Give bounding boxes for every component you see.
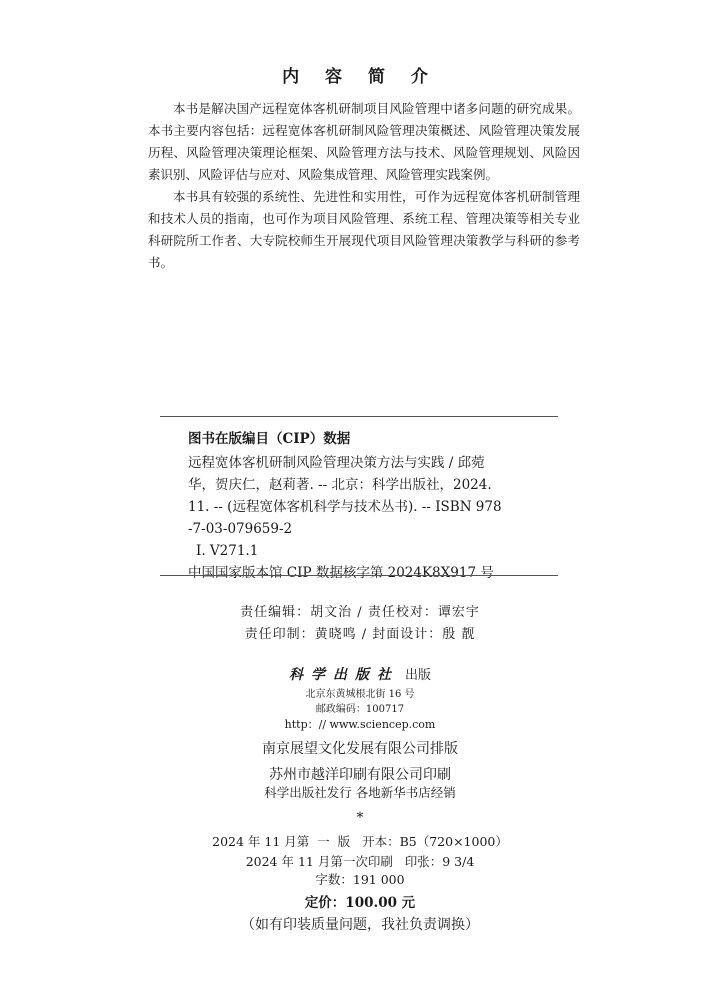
typesetter: 南京展望文化发展有限公司排版 (262, 741, 458, 757)
publisher-logo: 科学出版社 (288, 667, 399, 683)
intro-text (148, 98, 580, 274)
publisher-line (0, 664, 720, 684)
divider (160, 575, 558, 576)
edition-line: 2024 年 11 月第一次印刷 印张：9 3/4 (245, 854, 475, 869)
printer: 苏州市越洋印刷有限公司印刷 (269, 767, 451, 783)
cip-heading: 图书在版编目（CIP）数据 (188, 431, 351, 447)
separator-star: * (356, 810, 364, 826)
cip-line: 远程宽体客机研制风险管理决策方法与实践 / 邱菀 (188, 455, 485, 471)
cip-line: -7-03-079659-2 (188, 521, 293, 537)
intro-paragraph: 本书具有较强的系统性、先进性和实用性，可作为远程宽体客机研制管理和技术人员的指南，也可作为项目风险管理、系统工程、管理决策等相关专业科研院所工作者、大专院校师生开展现代项目风险管理决策教学与科研的参考书。 (148, 189, 580, 270)
cip-line: 中国国家版本馆 CIP 数据核字第 2024K8X917 号 (188, 565, 494, 581)
intro-paragraph: 本书是解决国产远程宽体客机研制项目风险管理中诸多问题的研究成果。本书主要内容包括：远程宽体客机研制风险管理决策概述、风险管理决策发展历程、风险管理决策理论框架、风险管理方法与技术、风险管理规划、风险因素识别、风险评估与应对、风险集成管理、风险管理实践案例。 (148, 101, 580, 182)
cip-line: 11. -- (远程宽体客机科学与技术丛书). -- ISBN 978 (188, 499, 502, 515)
publisher-address: 北京东黄城根北街 16 号 (305, 689, 415, 700)
cip-block (188, 428, 548, 584)
edition-line: 2024 年 11 月第 一 版 开本：B5（720×1000） (212, 834, 508, 849)
publisher-suffix: 出版 (404, 668, 431, 683)
publisher-postcode: 邮政编码：100717 (315, 704, 405, 715)
quality-notice: （如有印装质量问题，我社负责调换） (241, 917, 479, 933)
publisher-website: http：// www.sciencep.com (284, 718, 436, 731)
cip-line: 华，贺庆仁，赵莉著. -- 北京：科学出版社，2024. (188, 477, 492, 493)
page-title: 内 容 简 介 (282, 67, 438, 87)
word-count: 字数：191 000 (315, 872, 405, 887)
staff-line: 责任编辑：胡文治 / 责任校对：谭宏宇 (240, 605, 480, 620)
staff-credits (0, 602, 720, 646)
price: 定价：100.00 元 (304, 895, 416, 911)
cip-line: Ⅰ. V271.1 (196, 543, 259, 559)
staff-line: 责任印制：黄晓鸣 / 封面设计：殷 靓 (244, 627, 476, 642)
distribution: 科学出版社发行 各地新华书店经销 (264, 785, 456, 800)
divider (160, 416, 558, 417)
